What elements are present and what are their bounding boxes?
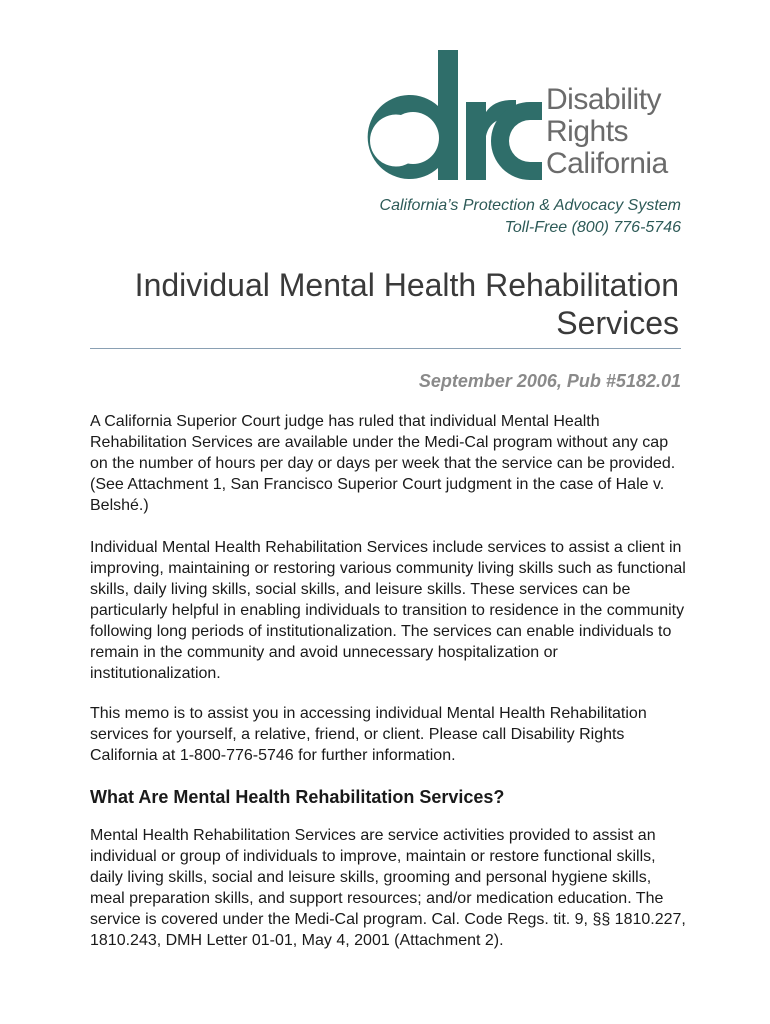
paragraph-text: Mental Health Rehabilitation Services are service activities provided to assist an individual or group of individuals to improve, maintain or restore functional skills, daily living skills, social and leisure skills, grooming and personal hygiene skills, meal preparation skills, and support resources; and/or medication education. The service is covered under the Medi-Cal program. Cal. Code Regs. tit. 9, §§ 1810.227, 1810.243, DMH Letter 01-01, May 4, 2001 (Attachment 2). <box>90 827 686 949</box>
logo-word-3: California <box>546 147 668 180</box>
paragraph-text: A California Superior Court judge has ruled that individual Mental Health Rehabilitation Services are available under the Medi-Cal program without any cap on the number of hours per day or days per week that the service can be provided. (See Attachment 1, San Francisco Superior Court judgment in the case of Hale v. Belshé.) <box>90 413 676 514</box>
paragraph-text: Individual Mental Health Rehabilitation Services include services to assist a client in improving, maintaining or restoring various community living skills such as functional skills, daily living skills, social skills, and leisure skills. These services can be particularly helpful in enabling individuals to transition to residence in the community following long periods of institutionalization. The services can enable individuals to remain in the community and avoid unnecessary hospitalization or institutionalization. <box>90 539 686 682</box>
document-title <box>135 266 679 342</box>
drc-monogram-logo <box>366 50 542 188</box>
document-title-line-2: Services <box>556 305 679 341</box>
tagline-phone: Toll-Free (800) 776-5746 <box>504 219 681 236</box>
logo-wordmark <box>546 84 668 180</box>
paragraph-text: This memo is to assist you in accessing individual Mental Health Rehabilitation services for yourself, a relative, friend, or client. Please call Disability Rights California at 1-800-776-5746 for further information. <box>90 705 647 764</box>
paragraph-section-body <box>90 825 690 951</box>
tagline-organization: California’s Protection & Advocacy System <box>379 197 681 214</box>
publication-info: September 2006, Pub #5182.01 <box>418 371 681 391</box>
logo-word-1: Disability <box>546 83 662 116</box>
organization-logo <box>366 50 682 188</box>
logo-word-2: Rights <box>546 115 629 148</box>
document-title-line-1: Individual Mental Health Rehabilitation <box>134 267 679 303</box>
section-heading: What Are Mental Health Rehabilitation Services? <box>90 787 505 807</box>
paragraph-memo-purpose <box>90 703 690 766</box>
paragraph-court-ruling <box>90 411 690 516</box>
paragraph-services-description <box>90 537 690 684</box>
title-divider <box>90 348 681 349</box>
tagline <box>380 195 681 239</box>
